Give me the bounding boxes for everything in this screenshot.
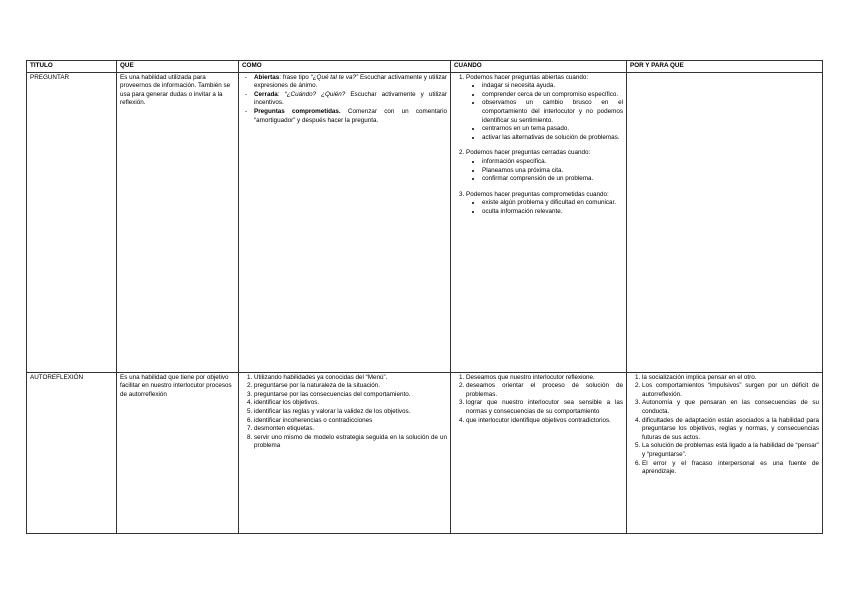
list-item: 6. El error y el fracaso interpersonal es una fuente de aprendizaje. (642, 460, 819, 477)
como-list (242, 374, 447, 451)
header-como: COMO (239, 61, 451, 73)
list-item: 6. identificar incoherencias o contradicciones (254, 417, 447, 426)
como-list (242, 74, 447, 126)
cuando-cell (451, 72, 627, 372)
list-item: - Preguntas comprometidas. Comenzar con un comentario “amortiguador” y después hacer la pregunta. (254, 108, 447, 125)
list-item: • activar las alternativas de solución de problemas. (482, 134, 623, 143)
list-item: 8. servir uno mismo de modelo estrategia seguida en la solución de un problema (254, 434, 447, 451)
list-item: • confirmar comprensión de un problema. (482, 175, 623, 184)
list-item: 1. la socialización implica pensar en el otro. (642, 374, 819, 383)
list-item: 5. identificar las reglas y valorar la validez de los objetivos. (254, 408, 447, 417)
list-item: • información específica. (482, 158, 623, 167)
list-item: • centrarnos en un tema pasado. (482, 125, 623, 134)
header-titulo: TITULO (27, 61, 117, 73)
header-por-y-para-que: POR Y PARA QUE (627, 61, 823, 73)
list-item: 2. preguntarse por la naturaleza de la situación. (254, 382, 447, 391)
que-cell: Es una habilidad utilizada para proveernos de información. También se usa para generar dudas o invitar a la reflexión. (117, 72, 239, 372)
por-y-para-que-cell (627, 72, 823, 372)
row-title: PREGUNTAR (27, 72, 117, 372)
list-item: - Abiertas: frase tipo “¿Qué tal te va?” Escuchar activamente y utilizar expresiones de ánimo. (254, 74, 447, 91)
cuando-list (454, 374, 623, 426)
list-item: 1. Podemos hacer preguntas abiertas cuando: • indagar si necesita ayuda. • comprender cerca de un compromiso específico. • observamos un cambio brusco en el comportamiento del interlocutor y no podemos identificar su sentimiento. • centrarnos en un tema pasado. • activar las alternativas de solución de problemas. (466, 74, 623, 143)
list-item: • observamos un cambio brusco en el comportamiento del interlocutor y no podemos identificar su sentimiento. (482, 99, 623, 125)
como-cell (239, 72, 451, 372)
list-item: 3. Podemos hacer preguntas comprometidas cuando: • existe algún problema y dificultad en comunicar. • oculta información relevante. (466, 191, 623, 217)
list-item: 2. Los comportamientos “impulsivos” surgen por un déficit de autorreflexión. (642, 382, 819, 399)
cuando-list (454, 74, 623, 217)
como-cell (239, 372, 451, 533)
table-row-autoreflexion (27, 372, 823, 533)
table-row-preguntar (27, 72, 823, 372)
list-item: • comprender cerca de un compromiso específico. (482, 91, 623, 100)
por-y-para-que-cell (627, 372, 823, 533)
list-item: 2. deseamos orientar el proceso de solución de problemas. (466, 382, 623, 399)
list-item: 3. preguntarse por las consecuencias del comportamiento. (254, 391, 447, 400)
list-item: • oculta información relevante. (482, 208, 623, 217)
row-title: AUTOREFLEXIÓN (27, 372, 117, 533)
list-item: 4. dificultades de adaptación están asociados a la habilidad para preguntarse los objetivos, reglas y normas, y consecuencias futuras de sus actos. (642, 417, 819, 443)
list-item: 3. lograr que nuestro interlocutor sea sensible a las normas y consecuencias de su comportamiento (466, 399, 623, 416)
list-item: - Cerrada: “¿Cuándo? ¿Quién? Escuchar activamente y utilizar incentivos. (254, 91, 447, 108)
list-item: • indagar si necesita ayuda. (482, 82, 623, 91)
list-item: 5. La solución de problemas está ligado a la habilidad de “pensar” y “preguntarse”. (642, 442, 819, 459)
list-item: 2. Podemos hacer preguntas cerradas cuando: • información específica. • Planeamos una próxima cita. • confirmar comprensión de un problema. (466, 149, 623, 183)
list-item: 1. Deseamos que nuestro interlocutor reflexione. (466, 374, 623, 383)
header-que: QUE (117, 61, 239, 73)
list-item: 4. identificar los objetivos. (254, 399, 447, 408)
list-item: 3. Autonomía y que pensaran en las consecuencias de su conducta. (642, 399, 819, 416)
que-cell: Es una habilidad que tiene por objetivo facilitar en nuestro interlocutor procesos de autorreflexión (117, 372, 239, 533)
list-item: 1. Utilizando habilidades ya conocidas del “Menú”. (254, 374, 447, 383)
list-item: 7. desmonten etiquetas. (254, 425, 447, 434)
list-item: • Planeamos una próxima cita. (482, 167, 623, 176)
por-y-para-que-list (630, 374, 819, 477)
list-item: • existe algún problema y dificultad en comunicar. (482, 199, 623, 208)
header-cuando: CUANDO (451, 61, 627, 73)
list-item: 4. que interlocutor identifique objetivos contradictorios. (466, 417, 623, 426)
header-row (27, 61, 823, 73)
cuando-cell (451, 372, 627, 533)
content-table (26, 60, 823, 534)
